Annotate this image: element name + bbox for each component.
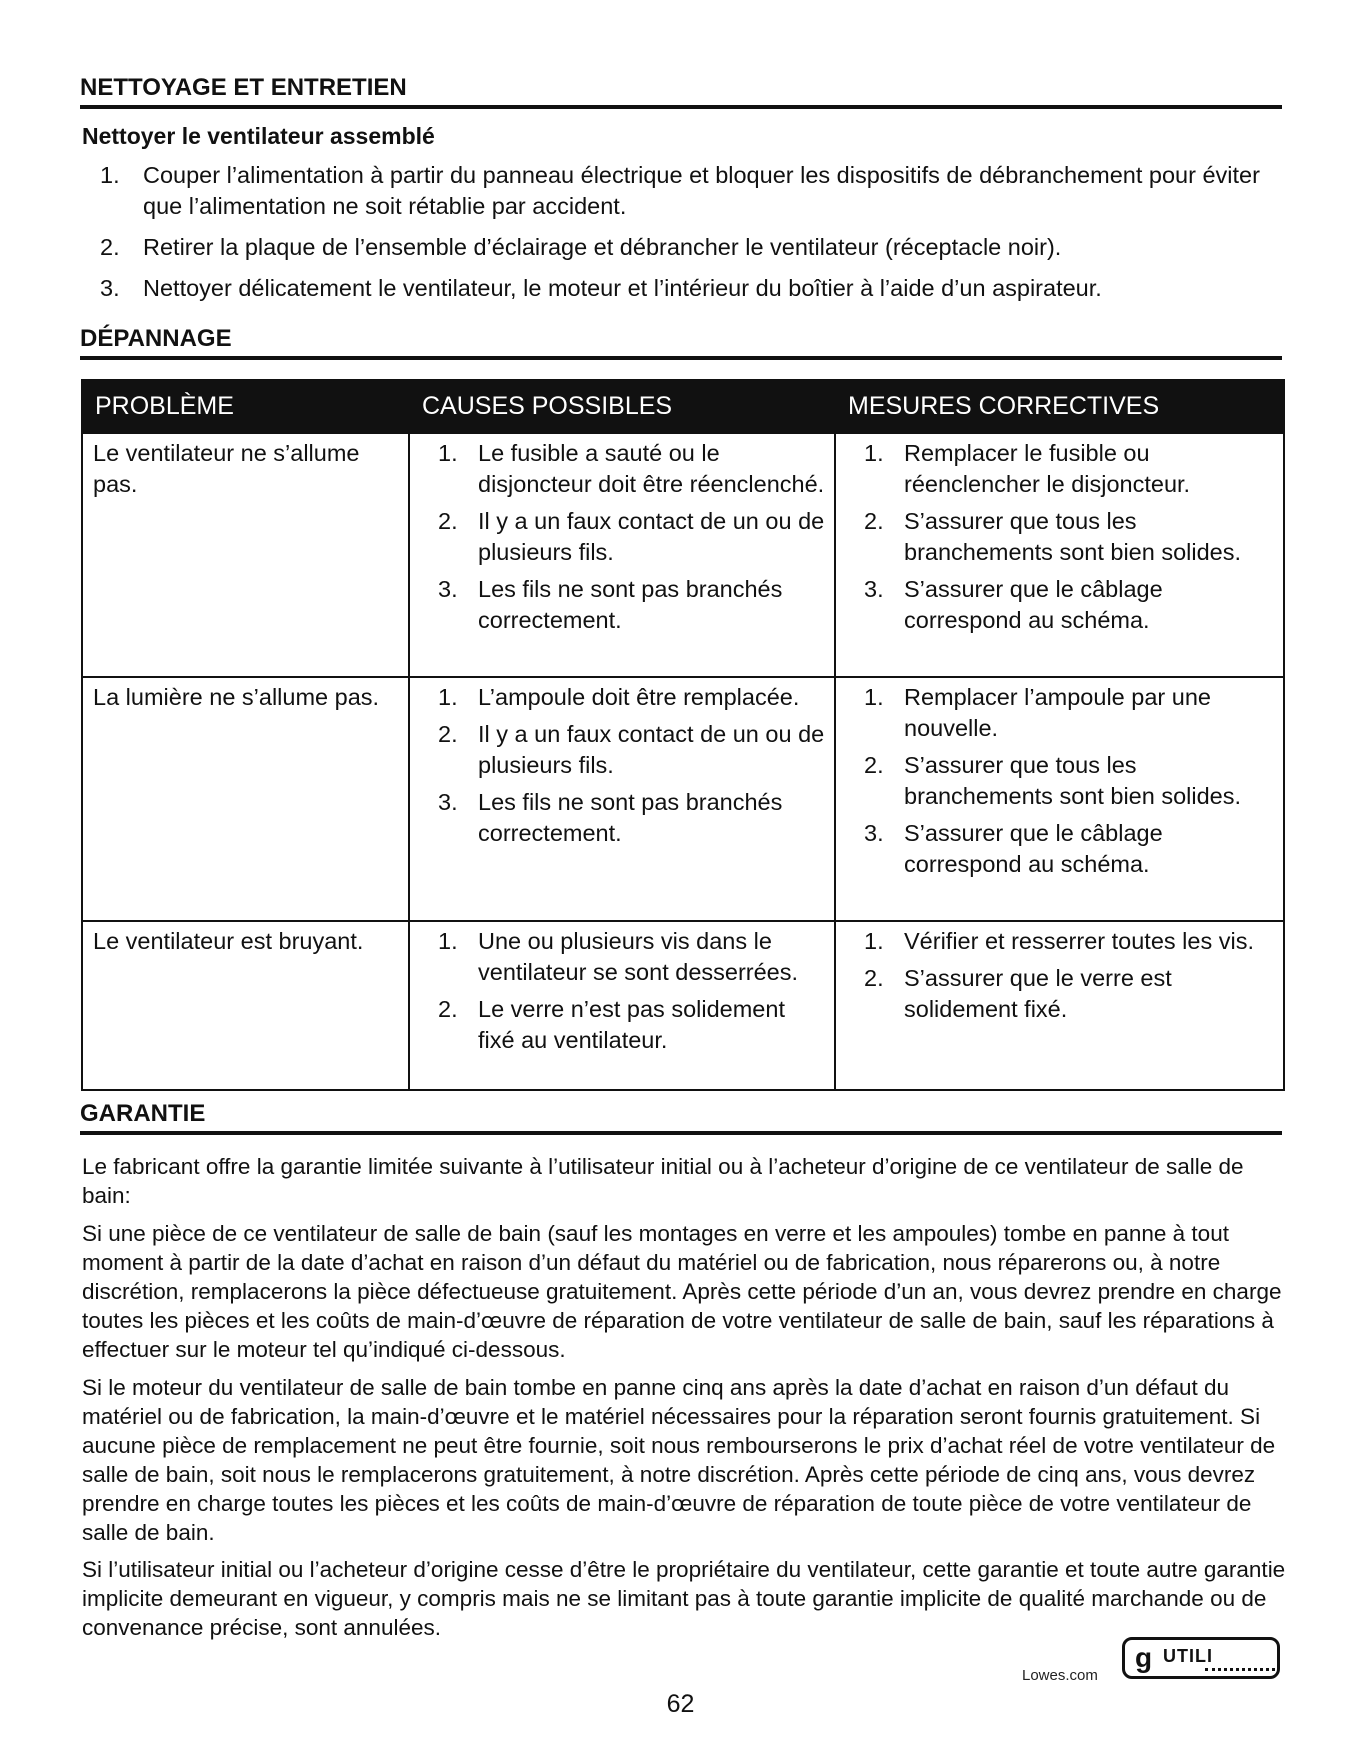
item-number: 2. [438,508,458,534]
logo-mark: g [1135,1642,1153,1673]
actions-cell [835,433,1284,677]
item-text: Il y a un faux contact de un ou de plusieurs fils. [478,508,825,565]
table-header-row [82,380,1284,433]
causes-cell [409,677,835,921]
step-number: 2. [100,234,120,260]
cause-item [418,506,826,568]
item-text: Remplacer le fusible ou réenclencher le disjoncteur. [904,440,1191,497]
item-number: 2. [438,996,458,1022]
logo-wordmark: UTILI [1163,1646,1213,1666]
cleaning-title-text: NETTOYAGE ET ENTRETIEN [80,74,407,101]
logo-tagline-mark [1205,1665,1275,1671]
causes-cell [409,921,835,1090]
item-text: L’ampoule doit être remplacée. [478,684,800,710]
cause-item [418,787,826,849]
warranty-paragraph: Si l’utilisateur initial ou l’acheteur d’origine cesse d’être le propriétaire du ventilateur, cette garantie et toute autre garantie implicite demeurant en vigueur, y compris mais ne se limitant pas à toute garantie implicite de qualité marchande ou de convenance précise, sont annulées. [82,1557,1286,1640]
item-text: S’assurer que le verre est solidement fixé. [904,965,1172,1022]
cleaning-step [90,232,1290,263]
item-number: 3. [864,820,884,846]
action-item [844,506,1275,568]
warranty-section-title [80,1100,1282,1135]
warranty-paragraph: Si le moteur du ventilateur de salle de bain tombe en panne cinq ans après la date d’achat en raison d’un défaut du matériel ou de fabrication, la main-d’œuvre et le matériel nécessaires pour la réparation seront fournis gratuitement. Si aucune pièce de remplacement ne peut être fournie, soit nous rembourserons le prix d’achat réel de votre ventilateur de salle de bain, soit nous le remplacerons gratuitement, à notre discrétion. Après cette période de cinq ans, vous devrez prendre en charge toutes les pièces et les coûts de main-d’œuvre de réparation de toute pièce de votre ventilateur de salle de bain. [82,1375,1276,1545]
item-number: 1. [438,440,458,466]
cause-item [418,994,826,1056]
header-causes: CAUSES POSSIBLES [409,380,835,433]
item-text: S’assurer que tous les branchements sont bien solides. [904,752,1242,809]
step-number: 3. [100,275,120,301]
step-text: Nettoyer délicatement le ventilateur, le moteur et l’intérieur du boîtier à l’aide d’un aspirateur. [143,275,1102,301]
action-item [844,682,1275,744]
troubleshooting-title-text: DÉPANNAGE [80,325,232,352]
action-item [844,963,1275,1025]
website-text: Lowes.com [1022,1667,1098,1684]
troubleshooting-section-title [80,325,1282,360]
item-number: 1. [438,684,458,710]
item-number: 1. [864,928,884,954]
step-number: 1. [100,162,120,188]
problem-cell: Le ventilateur est bruyant. [82,921,409,1090]
item-number: 2. [864,508,884,534]
item-number: 1. [864,684,884,710]
table-row [82,433,1284,677]
item-text: Le fusible a sauté ou le disjoncteur doit être réenclenché. [478,440,825,497]
item-text: Les fils ne sont pas branchés correctement. [478,789,783,846]
item-number: 2. [864,965,884,991]
cause-item [418,438,826,500]
warranty-title-text: GARANTIE [80,1100,206,1127]
action-item [844,438,1275,500]
problem-cell: Le ventilateur ne s’allume pas. [82,433,409,677]
header-problem: PROBLÈME [82,380,409,433]
cause-item [418,926,826,988]
item-number: 1. [438,928,458,954]
actions-cell [835,921,1284,1090]
item-text: Il y a un faux contact de un ou de plusieurs fils. [478,721,825,778]
actions-cell [835,677,1284,921]
item-text: Vérifier et resserrer toutes les vis. [904,928,1254,954]
problem-cell: La lumière ne s’allume pas. [82,677,409,921]
action-item [844,574,1275,636]
troubleshooting-table [81,379,1285,1091]
item-text: Une ou plusieurs vis dans le ventilateur se sont desserrées. [478,928,799,985]
action-item [844,926,1275,957]
item-text: Remplacer l’ampoule par une nouvelle. [904,684,1211,741]
warranty-paragraph: Si une pièce de ce ventilateur de salle de bain (sauf les montages en verre et les ampoules) tombe en panne à tout moment à partir de la date d’achat en raison d’un défaut du matériel ou de fabrication, nous réparerons ou, à notre discrétion, remplacerons la pièce défectueuse gratuitement. Après cette période d’un an, vous devrez prendre en charge toutes les pièces et les coûts de main-d’œuvre de réparation de votre ventilateur de salle de bain, sauf les réparations à effectuer sur le moteur tel qu’indiqué ci-dessous. [82,1221,1282,1362]
cleaning-step [90,273,1290,304]
causes-cell [409,433,835,677]
item-number: 3. [438,576,458,602]
cleaning-step [90,160,1290,222]
item-number: 2. [864,752,884,778]
table-row [82,921,1284,1090]
cause-item [418,682,826,713]
table-row [82,677,1284,921]
cleaning-subtitle: Nettoyer le ventilateur assemblé [82,123,435,149]
item-number: 1. [864,440,884,466]
item-number: 3. [864,576,884,602]
action-item [844,818,1275,880]
cleaning-section-title [80,74,1282,109]
cleaning-steps-list [90,160,1290,314]
page-number: 62 [666,1690,695,1718]
step-text: Retirer la plaque de l’ensemble d’éclairage et débrancher le ventilateur (réceptacle noir). [143,234,1062,260]
item-text: Le verre n’est pas solidement fixé au ventilateur. [478,996,785,1053]
warranty-paragraph: Le fabricant offre la garantie limitée suivante à l’utilisateur initial ou à l’acheteur d’origine de ce ventilateur de salle de bain: [82,1154,1244,1208]
brand-logo [1122,1637,1280,1679]
item-text: Les fils ne sont pas branchés correctement. [478,576,783,633]
cause-item [418,574,826,636]
action-item [844,750,1275,812]
cause-item [418,719,826,781]
item-text: S’assurer que tous les branchements sont bien solides. [904,508,1242,565]
item-text: S’assurer que le câblage correspond au schéma. [904,820,1163,877]
item-text: S’assurer que le câblage correspond au schéma. [904,576,1163,633]
step-text: Couper l’alimentation à partir du panneau électrique et bloquer les dispositifs de débranchement pour éviter que l’alimentation ne soit rétablie par accident. [143,162,1260,219]
item-number: 3. [438,789,458,815]
header-actions: MESURES CORRECTIVES [835,380,1284,433]
item-number: 2. [438,721,458,747]
